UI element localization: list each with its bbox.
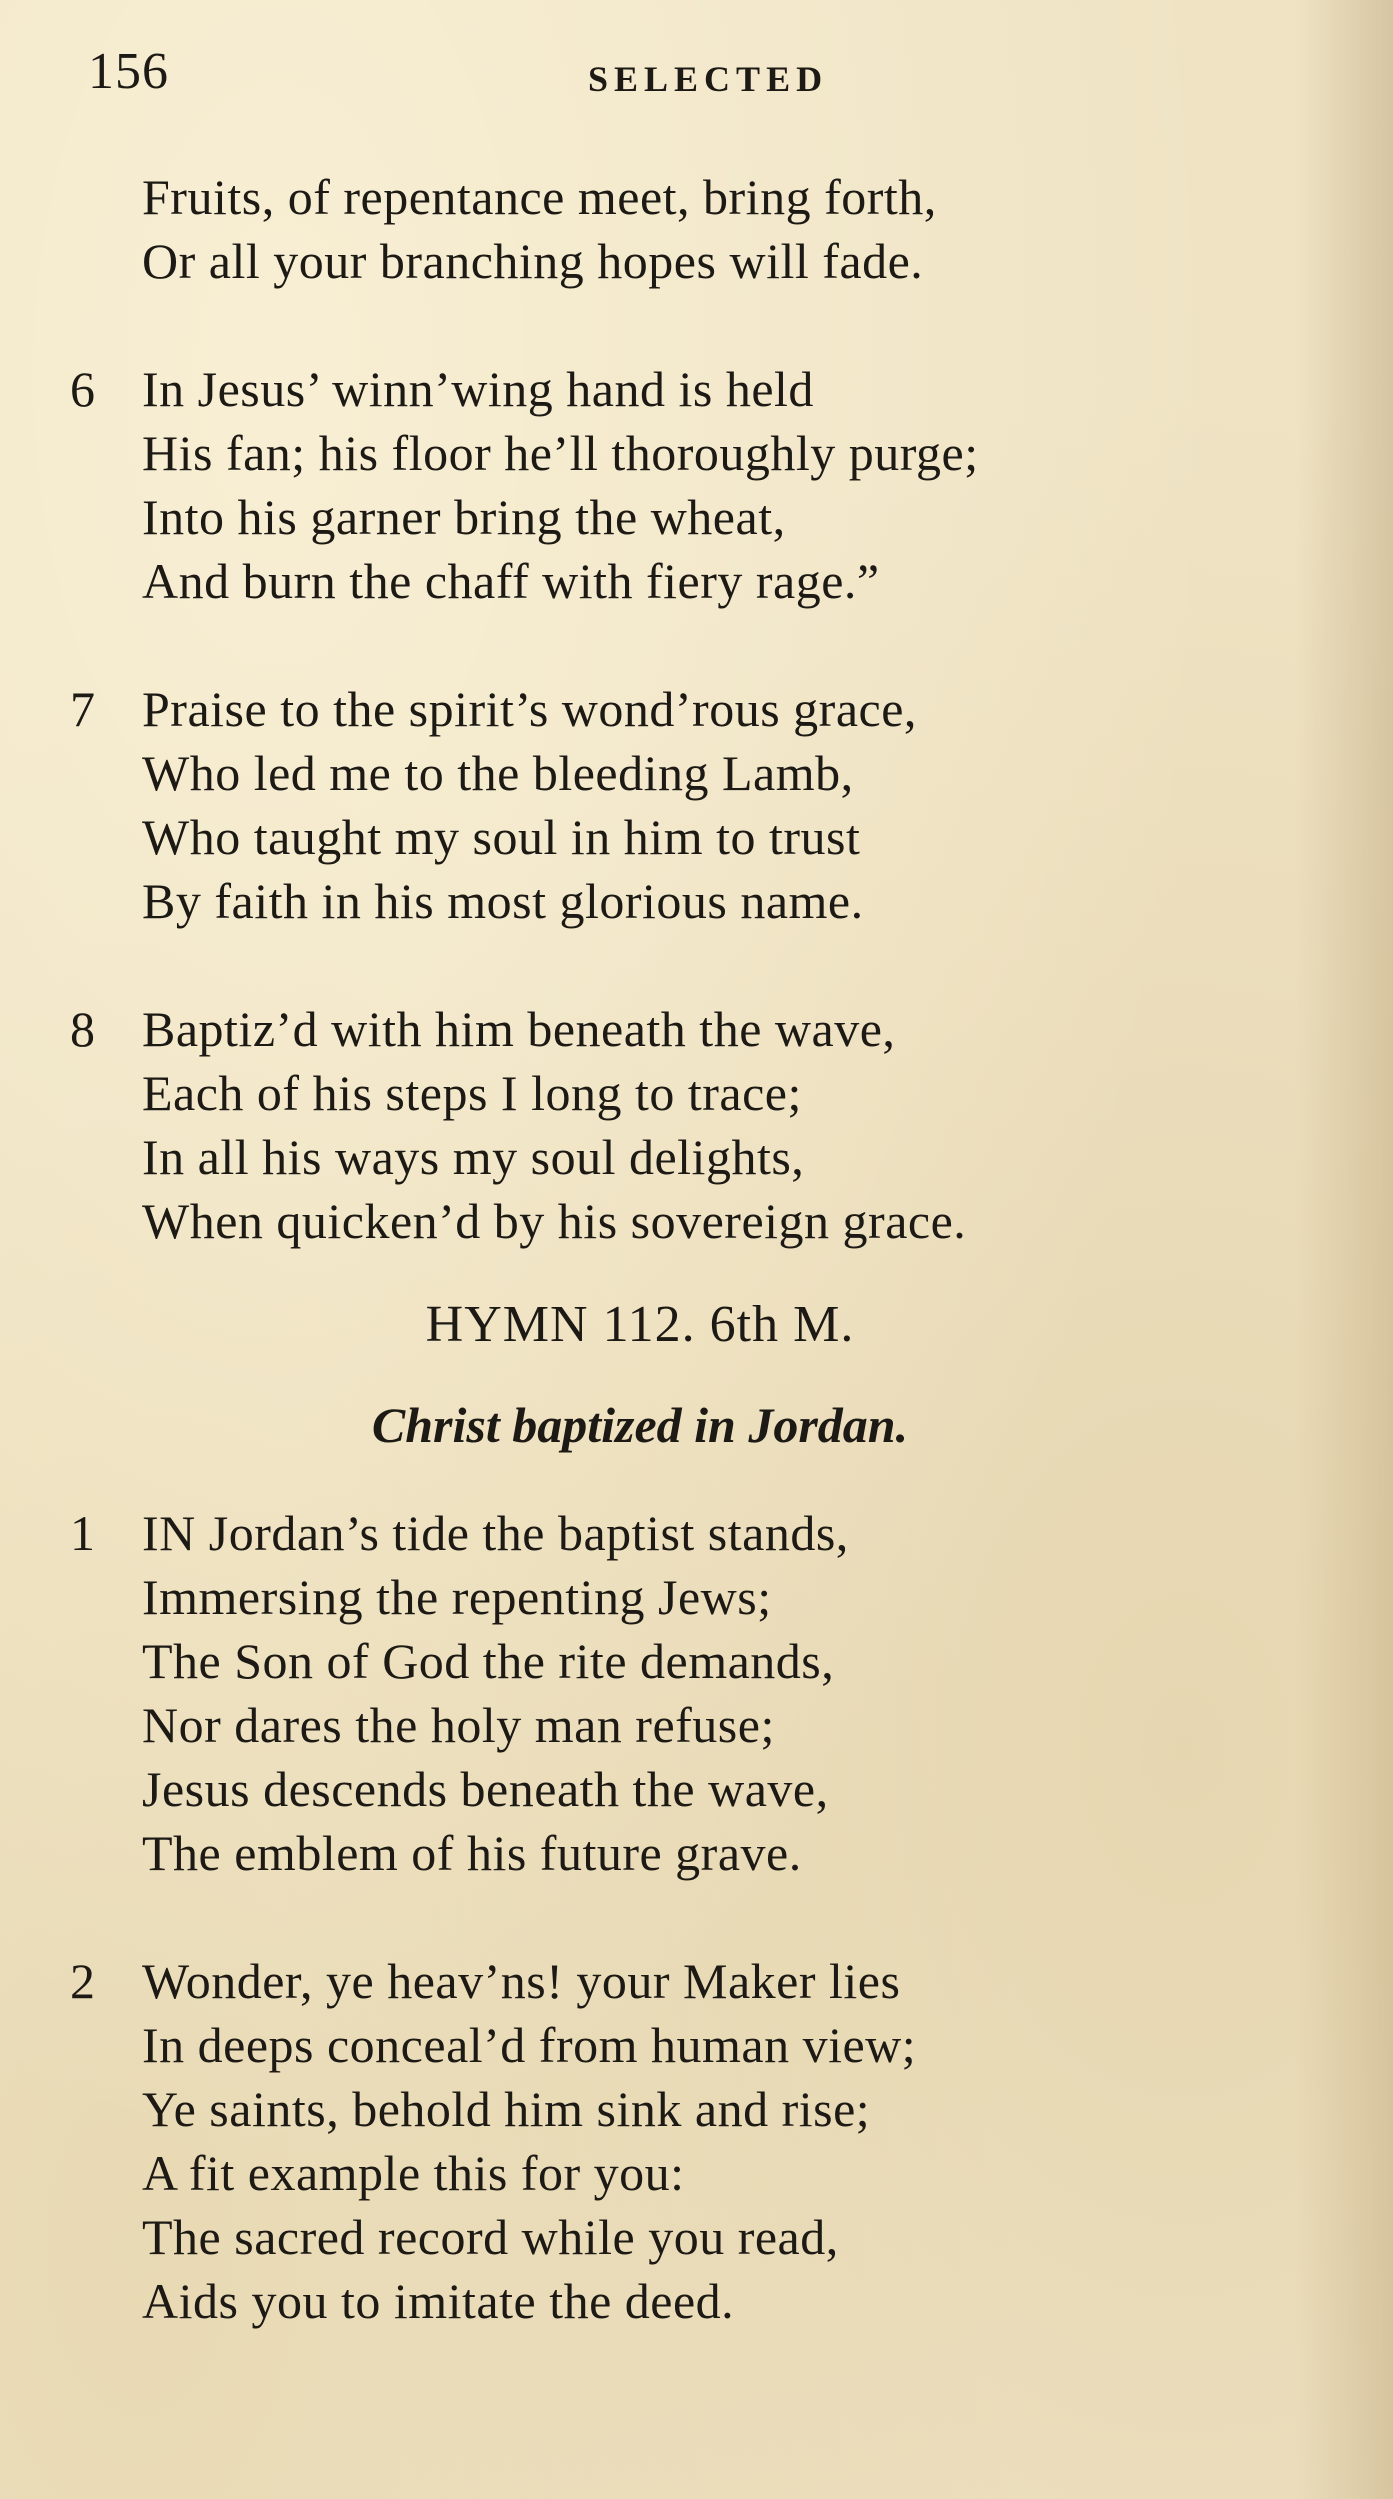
verse-line: The sacred record while you read,	[142, 2209, 839, 2265]
verse-line: Who led me to the bleeding Lamb,	[142, 745, 854, 801]
running-head: SELECTED	[588, 59, 829, 99]
verse-line: The emblem of his future grave.	[142, 1825, 802, 1881]
stanza-number: 8	[70, 1001, 96, 1057]
stanza-number: 1	[70, 1505, 96, 1561]
verse-line: In deeps conceal’d from human view;	[142, 2017, 917, 2073]
verse-line	[70, 997, 1270, 1061]
verse-line: And burn the chaff with fiery rage.”	[142, 553, 880, 609]
stanza-number: 6	[70, 361, 96, 417]
stanza-7	[70, 677, 1270, 933]
verse-line	[70, 357, 1270, 421]
verse-line: Who taught my soul in him to trust	[142, 809, 861, 865]
stanza-6	[70, 357, 1270, 613]
verse-line: Into his garner bring the wheat,	[142, 489, 786, 545]
stanza-number: 2	[70, 1953, 96, 2009]
stanza-1	[70, 1501, 1270, 1885]
verse-line	[70, 1501, 1270, 1565]
stanza-number: 7	[70, 681, 96, 737]
hymn-text	[70, 165, 1270, 2333]
verse-line: Jesus descends beneath the wave,	[142, 1761, 829, 1817]
verse-text: Wonder, ye heav’ns! your Maker lies	[142, 1953, 901, 2009]
verse-line: Aids you to imitate the deed.	[142, 2273, 735, 2329]
verse-text: Baptiz’d with him beneath the wave,	[142, 1001, 896, 1057]
verse-line	[70, 677, 1270, 741]
verse-line: When quicken’d by his sovereign grace.	[142, 1193, 967, 1249]
verse-line: Fruits, of repentance meet, bring forth,	[142, 169, 937, 225]
verse-line: His fan; his floor he’ll thoroughly purge;	[142, 425, 979, 481]
verse-line: A fit example this for you:	[142, 2145, 685, 2201]
verse-line: In all his ways my soul delights,	[142, 1129, 805, 1185]
verse-line: Ye saints, behold him sink and rise;	[142, 2081, 871, 2137]
verse-line: The Son of God the rite demands,	[142, 1633, 835, 1689]
verse-line: Each of his steps I long to trace;	[142, 1065, 802, 1121]
verse-line: Or all your branching hopes will fade.	[142, 233, 924, 289]
verse-text: Praise to the spirit’s wond’rous grace,	[142, 681, 917, 737]
verse-text: In Jesus’ winn’wing hand is held	[142, 361, 814, 417]
verse-line	[70, 1949, 1270, 2013]
verse-line: Nor dares the holy man refuse;	[142, 1697, 775, 1753]
page-number: 156	[88, 43, 169, 100]
verse-line: Immersing the repenting Jews;	[142, 1569, 772, 1625]
page-header	[88, 42, 1238, 112]
hymn-subtitle: Christ baptized in Jordan.	[371, 1397, 909, 1453]
verse-text: IN Jordan’s tide the baptist stands,	[142, 1505, 849, 1561]
hymn-title: HYMN 112. 6th M.	[425, 1296, 855, 1353]
stanza-5-continuation	[70, 165, 1270, 293]
stanza-2	[70, 1949, 1270, 2333]
stanza-8	[70, 997, 1270, 1253]
verse-line: By faith in his most glorious name.	[142, 873, 864, 929]
